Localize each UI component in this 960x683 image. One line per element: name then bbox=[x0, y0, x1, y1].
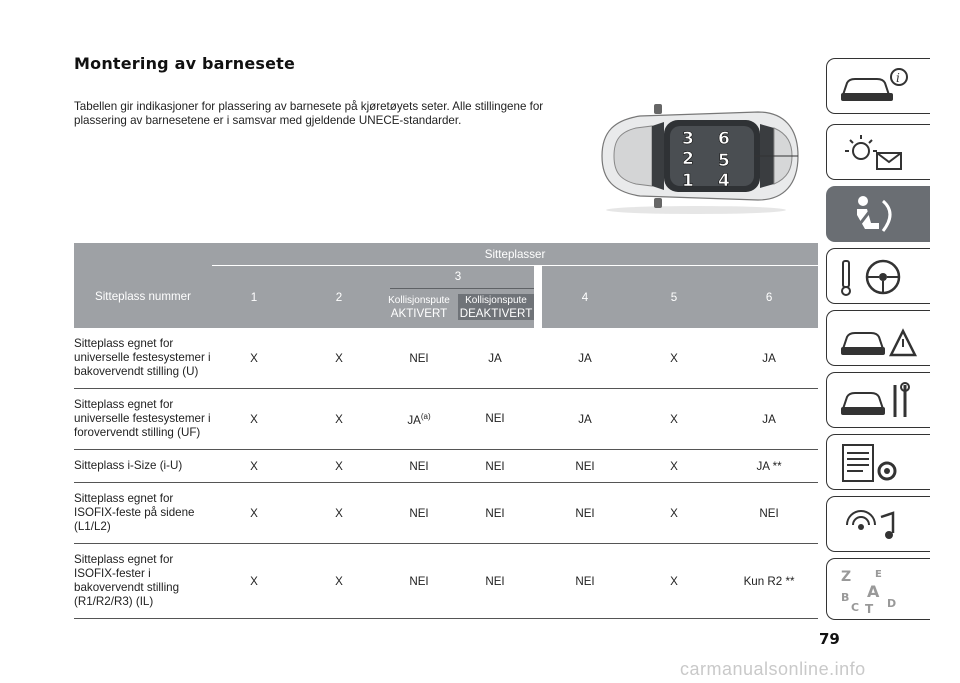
cell-seat-3-airbag-deactivated: NEI bbox=[485, 574, 505, 588]
spacer-cell bbox=[534, 544, 542, 619]
cell-seat-5: X bbox=[628, 328, 720, 389]
steering-wheel-key-icon bbox=[837, 255, 921, 299]
tab-car-info[interactable] bbox=[826, 58, 930, 114]
cell-seat-3 bbox=[382, 483, 534, 544]
emergency-breakdown-icon bbox=[837, 317, 921, 361]
cell-seat-3 bbox=[382, 328, 534, 389]
tab-technical-data[interactable] bbox=[826, 434, 930, 490]
column-header-6: 6 bbox=[765, 290, 773, 304]
seat-placement-table bbox=[74, 243, 818, 619]
cell-seat-4: JA bbox=[542, 389, 628, 450]
cell-seat-2: X bbox=[296, 328, 382, 389]
row-label: Sitteplass egnet for universelle festesystemer i bakovervendt stilling (U) bbox=[74, 328, 212, 389]
tab-starting-driving[interactable] bbox=[826, 248, 930, 304]
cell-seat-5: X bbox=[628, 544, 720, 619]
spacer-cell bbox=[534, 389, 542, 450]
svg-text:C: C bbox=[851, 601, 860, 614]
cell-seat-3-airbag-active: NEI bbox=[409, 351, 429, 365]
cell-seat-3-airbag-deactivated: NEI bbox=[485, 506, 505, 520]
cell-seat-3-airbag-deactivated: NEI bbox=[485, 411, 505, 425]
table-row bbox=[74, 483, 818, 544]
cell-seat-2: X bbox=[296, 389, 382, 450]
svg-text:Z: Z bbox=[841, 569, 852, 585]
cell-seat-2: X bbox=[296, 483, 382, 544]
tab-index[interactable] bbox=[826, 558, 930, 620]
spacer-cell bbox=[534, 483, 542, 544]
cell-seat-1: X bbox=[212, 544, 296, 619]
row-label: Sitteplass egnet for universelle festesystemer i forovervendt stilling (UF) bbox=[74, 389, 212, 450]
warning-lights-icon bbox=[837, 131, 921, 175]
cell-seat-2: X bbox=[296, 544, 382, 619]
column-header-2: 2 bbox=[335, 290, 343, 304]
cell-seat-3-airbag-deactivated: JA bbox=[488, 351, 502, 365]
super-header: Sitteplasser bbox=[212, 243, 818, 266]
column-header-1: 1 bbox=[250, 290, 258, 304]
cell-seat-2: X bbox=[296, 450, 382, 483]
alphabetical-index-icon bbox=[837, 565, 921, 615]
cell-seat-3-airbag-active: JA$^{(a)}$ bbox=[407, 411, 431, 427]
cell-seat-6: JA bbox=[720, 389, 818, 450]
seat-number-6: 6 bbox=[718, 129, 730, 149]
tab-maintenance[interactable] bbox=[826, 372, 930, 428]
cell-seat-1: X bbox=[212, 328, 296, 389]
tab-emergency[interactable] bbox=[826, 310, 930, 366]
airbag-deactivated-header: Kollisjonspute DEAKTIVERT bbox=[459, 295, 533, 320]
cell-seat-3-airbag-deactivated: NEI bbox=[485, 459, 505, 473]
cell-seat-6: Kun R2 ** bbox=[720, 544, 818, 619]
row-header: Sitteplass nummer bbox=[94, 290, 191, 304]
cell-seat-4: NEI bbox=[542, 483, 628, 544]
cell-seat-1: X bbox=[212, 450, 296, 483]
svg-text:T: T bbox=[865, 602, 874, 615]
cell-seat-5: X bbox=[628, 483, 720, 544]
cell-seat-1: X bbox=[212, 389, 296, 450]
table-row bbox=[74, 544, 818, 619]
cell-seat-3 bbox=[382, 544, 534, 619]
airbag-active-header: Kollisjonspute AKTIVERT bbox=[388, 295, 450, 320]
seat-number-3: 3 bbox=[682, 129, 694, 149]
cell-seat-3 bbox=[382, 450, 534, 483]
table-row bbox=[74, 450, 818, 483]
row-label: Sitteplass i-Size (i-U) bbox=[74, 450, 212, 483]
cell-seat-3 bbox=[382, 389, 534, 450]
column-header-4: 4 bbox=[581, 290, 589, 304]
seat-number-4: 4 bbox=[718, 171, 730, 191]
seat-safety-airbag-icon bbox=[837, 193, 921, 237]
cell-seat-4: NEI bbox=[542, 544, 628, 619]
spacer-cell bbox=[534, 328, 542, 389]
cell-seat-3-airbag-active: NEI bbox=[409, 506, 429, 520]
cell-seat-6: JA bbox=[720, 328, 818, 389]
svg-text:i: i bbox=[896, 71, 900, 85]
multimedia-icon bbox=[837, 503, 921, 547]
cell-seat-5: X bbox=[628, 389, 720, 450]
seat-number-2: 2 bbox=[682, 149, 694, 169]
cell-seat-6: NEI bbox=[720, 483, 818, 544]
seat-number-5: 5 bbox=[718, 151, 730, 171]
cell-seat-4: NEI bbox=[542, 450, 628, 483]
column-header-3 bbox=[382, 266, 534, 328]
maintenance-tools-icon bbox=[837, 379, 921, 423]
cell-seat-5: X bbox=[628, 450, 720, 483]
spacer-cell bbox=[534, 450, 542, 483]
tab-multimedia[interactable] bbox=[826, 496, 930, 552]
column-3-number: 3 bbox=[454, 270, 462, 283]
tab-seat-safety[interactable] bbox=[826, 186, 930, 242]
car-info-icon bbox=[837, 65, 921, 109]
car-top-view-image bbox=[588, 98, 804, 216]
page-number: 79 bbox=[819, 630, 840, 648]
row-label: Sitteplass egnet for ISOFIX-feste på sidene (L1/L2) bbox=[74, 483, 212, 544]
table-row bbox=[74, 389, 818, 450]
cell-seat-3-airbag-active: NEI bbox=[409, 459, 429, 473]
watermark: carmanualsonline.info bbox=[680, 659, 866, 679]
page-title: Montering av barnesete bbox=[74, 54, 296, 73]
svg-text:A: A bbox=[867, 582, 880, 601]
cell-seat-3-airbag-active: NEI bbox=[409, 574, 429, 588]
cell-seat-1: X bbox=[212, 483, 296, 544]
svg-text:B: B bbox=[841, 591, 850, 604]
technical-data-icon bbox=[837, 441, 921, 485]
column-header-5: 5 bbox=[670, 290, 678, 304]
tab-warning-lights[interactable] bbox=[826, 124, 930, 180]
table-row bbox=[74, 328, 818, 389]
svg-text:D: D bbox=[887, 597, 897, 610]
intro-paragraph: Tabellen gir indikasjoner for plassering av barnesete på kjøretøyets seter. Alle stillingene for plassering av barnesetene er i samsvar med gjeldende UNECE-standarder. bbox=[74, 100, 544, 127]
cell-seat-4: JA bbox=[542, 328, 628, 389]
seat-number-1: 1 bbox=[682, 171, 694, 191]
row-label: Sitteplass egnet for ISOFIX-fester i bakovervendt stilling (R1/R2/R3) (IL) bbox=[74, 544, 212, 619]
cell-seat-6: JA ** bbox=[720, 450, 818, 483]
svg-text:E: E bbox=[875, 569, 882, 580]
